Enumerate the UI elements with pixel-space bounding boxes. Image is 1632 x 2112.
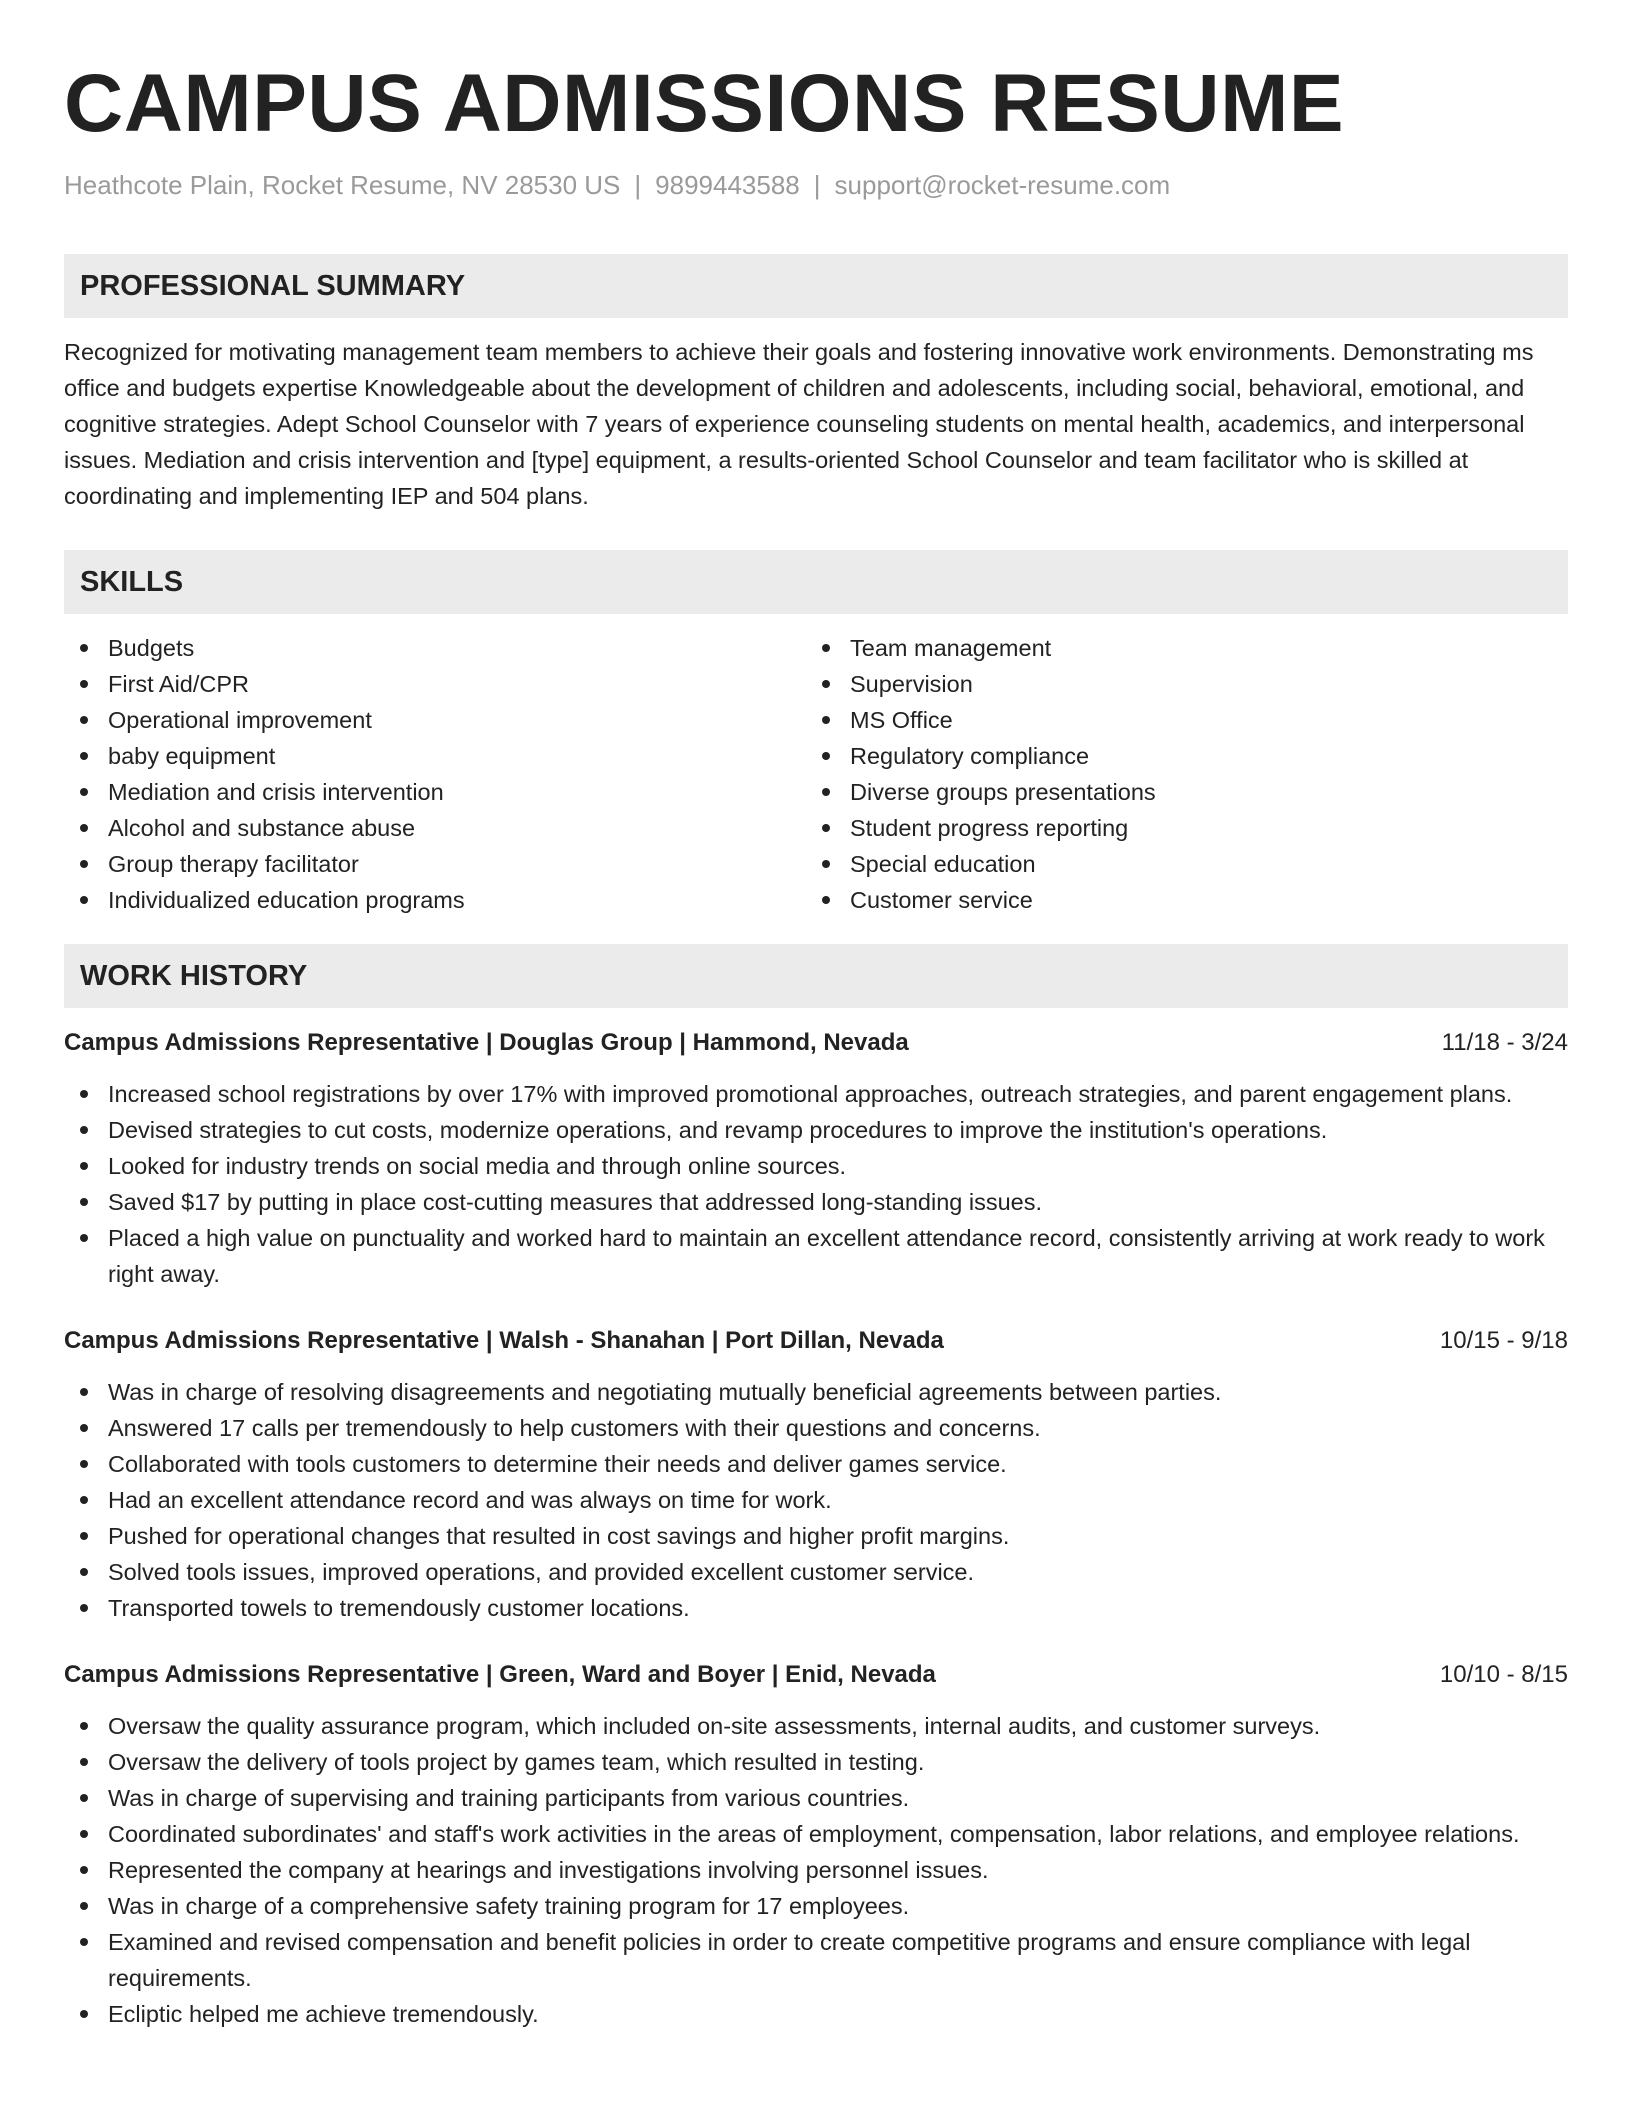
- bullet-icon: [80, 1496, 88, 1504]
- skills-heading: SKILLS: [64, 550, 1568, 614]
- skill-item: [806, 882, 1548, 918]
- bullet-icon: [80, 896, 88, 904]
- skill-label: Budgets: [108, 635, 195, 661]
- job-bullet: [64, 1184, 1568, 1220]
- skill-item: [806, 630, 1548, 666]
- job-bullet: [64, 1220, 1568, 1292]
- job-bullets: [64, 1708, 1568, 2032]
- bullet-icon: [80, 1902, 88, 1910]
- skill-item: [64, 846, 806, 882]
- job-bullet: [64, 1554, 1568, 1590]
- bullet-icon: [80, 2010, 88, 2018]
- job-bullet: [64, 1076, 1568, 1112]
- bullet-icon: [80, 680, 88, 688]
- job-bullet: [64, 1374, 1568, 1410]
- job-bullet-text: Transported towels to tremendously customer locations.: [108, 1595, 690, 1621]
- skill-item: [64, 882, 806, 918]
- bullet-icon: [80, 788, 88, 796]
- job-bullet-text: Solved tools issues, improved operations, and provided excellent customer service.: [108, 1559, 975, 1585]
- summary-heading: PROFESSIONAL SUMMARY: [64, 254, 1568, 318]
- bullet-icon: [80, 1830, 88, 1838]
- summary-text: Recognized for motivating management team members to achieve their goals and fostering innovative work environments. Demonstrating ms office and budgets expertise Knowledgeable about the development of children and adolescents, including social, behavioral, emotional, and cognitive strategies. Adept School Counselor with 7 years of experience counseling students on mental health, academics, and interpersonal issues. Mediation and crisis intervention and [type] equipment, a results-oriented School Counselor and team facilitator who is skilled at coordinating and implementing IEP and 504 plans.: [64, 339, 1534, 509]
- job-bullets: [64, 1076, 1568, 1292]
- bullet-icon: [80, 1198, 88, 1206]
- job-bullet-text: Was in charge of supervising and training participants from various countries.: [108, 1785, 910, 1811]
- job-bullet: [64, 1816, 1568, 1852]
- job-bullet: [64, 1780, 1568, 1816]
- job-title: Campus Admissions Representative | Douglas Group | Hammond, Nevada: [64, 1029, 909, 1056]
- job-bullet: [64, 1888, 1568, 1924]
- job-bullet: [64, 1112, 1568, 1148]
- bullet-icon: [80, 1568, 88, 1576]
- skill-label: Operational improvement: [108, 707, 372, 733]
- job-title: Campus Admissions Representative | Green, Ward and Boyer | Enid, Nevada: [64, 1661, 936, 1688]
- bullet-icon: [822, 896, 830, 904]
- bullet-icon: [80, 1234, 88, 1242]
- job-bullet-text: Ecliptic helped me achieve tremendously.: [108, 2001, 539, 2027]
- job-bullet-text: Increased school registrations by over 17% with improved promotional approaches, outreach strategies, and parent engagement plans.: [108, 1081, 1513, 1107]
- bullet-icon: [80, 1388, 88, 1396]
- job-dates: 10/15 - 9/18: [1439, 1327, 1568, 1354]
- skill-item: [64, 774, 806, 810]
- job-header: [64, 1324, 1568, 1358]
- bullet-icon: [80, 1424, 88, 1432]
- job-bullet: [64, 1924, 1568, 1996]
- job-bullet-text: Saved $17 by putting in place cost-cutting measures that addressed long-standing issues.: [108, 1189, 1043, 1215]
- skill-label: Student progress reporting: [850, 815, 1129, 841]
- job-bullet-text: Pushed for operational changes that resulted in cost savings and higher profit margins.: [108, 1523, 1010, 1549]
- skill-label: Individualized education programs: [108, 887, 465, 913]
- bullet-icon: [80, 716, 88, 724]
- job-bullet-text: Placed a high value on punctuality and worked hard to maintain an excellent attendance record, consistently arriving at work ready to work right away.: [108, 1225, 1545, 1287]
- bullet-icon: [80, 1758, 88, 1766]
- skill-label: Supervision: [850, 671, 973, 697]
- skill-label: Diverse groups presentations: [850, 779, 1156, 805]
- skill-label: First Aid/CPR: [108, 671, 250, 697]
- job-bullet-text: Answered 17 calls per tremendously to help customers with their questions and concerns.: [108, 1415, 1041, 1441]
- bullet-icon: [80, 1866, 88, 1874]
- bullet-icon: [80, 644, 88, 652]
- skill-item: [64, 630, 806, 666]
- bullet-icon: [80, 752, 88, 760]
- job-bullet-text: Looked for industry trends on social media and through online sources.: [108, 1153, 847, 1179]
- job-bullet: [64, 1148, 1568, 1184]
- contact-separator: |: [813, 170, 821, 200]
- job-bullet-text: Oversaw the delivery of tools project by games team, which resulted in testing.: [108, 1749, 925, 1775]
- skill-label: Regulatory compliance: [850, 743, 1090, 769]
- skill-item: [806, 666, 1548, 702]
- skill-item: [806, 738, 1548, 774]
- skill-item: [64, 702, 806, 738]
- job-bullet-text: Oversaw the quality assurance program, which included on-site assessments, internal audits, and customer surveys.: [108, 1713, 1321, 1739]
- skill-item: [806, 774, 1548, 810]
- contact-address: Heathcote Plain, Rocket Resume, NV 28530 US: [64, 170, 621, 200]
- contact-line: [64, 168, 1568, 202]
- bullet-icon: [822, 824, 830, 832]
- job-bullet: [64, 1410, 1568, 1446]
- bullet-icon: [822, 644, 830, 652]
- contact-phone: 9899443588: [655, 170, 800, 200]
- job-title: Campus Admissions Representative | Walsh - Shanahan | Port Dillan, Nevada: [64, 1327, 944, 1354]
- contact-separator: |: [634, 170, 642, 200]
- job-bullet-text: Coordinated subordinates' and staff's work activities in the areas of employment, compensation, labor relations, and employee relations.: [108, 1821, 1520, 1847]
- skill-label: Team management: [850, 635, 1052, 661]
- job-entry: [64, 1658, 1568, 2032]
- skill-item: [806, 810, 1548, 846]
- job-bullet: [64, 1590, 1568, 1626]
- contact-email: support@rocket-resume.com: [834, 170, 1171, 200]
- job-bullet: [64, 1518, 1568, 1554]
- job-dates: 10/10 - 8/15: [1439, 1661, 1568, 1688]
- job-bullet: [64, 1446, 1568, 1482]
- skill-label: Customer service: [850, 887, 1033, 913]
- job-bullet-text: Was in charge of resolving disagreements and negotiating mutually beneficial agreements between parties.: [108, 1379, 1222, 1405]
- job-bullet-text: Collaborated with tools customers to determine their needs and deliver games service.: [108, 1451, 1007, 1477]
- job-bullet-text: Examined and revised compensation and benefit policies in order to create competitive programs and ensure compliance with legal requirements.: [108, 1929, 1471, 1991]
- skill-item: [64, 810, 806, 846]
- resume-page: [64, 0, 1568, 2032]
- skill-item: [806, 702, 1548, 738]
- skill-item: [806, 846, 1548, 882]
- bullet-icon: [822, 752, 830, 760]
- job-bullet: [64, 1744, 1568, 1780]
- skill-label: baby equipment: [108, 743, 276, 769]
- job-header: [64, 1026, 1568, 1060]
- bullet-icon: [80, 1162, 88, 1170]
- job-bullet-text: Had an excellent attendance record and was always on time for work.: [108, 1487, 832, 1513]
- skill-label: Mediation and crisis intervention: [108, 779, 444, 805]
- bullet-icon: [822, 680, 830, 688]
- job-bullet: [64, 1708, 1568, 1744]
- job-dates: 11/18 - 3/24: [1441, 1029, 1568, 1056]
- bullet-icon: [80, 1794, 88, 1802]
- work-history-heading: WORK HISTORY: [64, 944, 1568, 1008]
- job-bullet-text: Devised strategies to cut costs, modernize operations, and revamp procedures to improve the institution's operations.: [108, 1117, 1328, 1143]
- job-entry: [64, 1026, 1568, 1292]
- bullet-icon: [80, 1722, 88, 1730]
- bullet-icon: [80, 1126, 88, 1134]
- bullet-icon: [822, 788, 830, 796]
- skills-column-left: [64, 630, 806, 918]
- resume-name: CAMPUS ADMISSIONS RESUME: [64, 58, 1345, 149]
- bullet-icon: [80, 860, 88, 868]
- skill-label: Alcohol and substance abuse: [108, 815, 416, 841]
- skill-item: [64, 666, 806, 702]
- skills-list: [64, 630, 1568, 918]
- bullet-icon: [80, 1532, 88, 1540]
- bullet-icon: [822, 716, 830, 724]
- skill-item: [64, 738, 806, 774]
- skill-label: Special education: [850, 851, 1036, 877]
- job-bullet: [64, 1852, 1568, 1888]
- job-entry: [64, 1324, 1568, 1626]
- bullet-icon: [80, 1090, 88, 1098]
- job-bullet: [64, 1482, 1568, 1518]
- bullet-icon: [822, 860, 830, 868]
- job-bullet-text: Was in charge of a comprehensive safety training program for 17 employees.: [108, 1893, 910, 1919]
- bullet-icon: [80, 824, 88, 832]
- bullet-icon: [80, 1604, 88, 1612]
- skill-label: MS Office: [850, 707, 953, 733]
- job-bullet: [64, 1996, 1568, 2032]
- job-bullet-text: Represented the company at hearings and investigations involving personnel issues.: [108, 1857, 989, 1883]
- skills-column-right: [806, 630, 1548, 918]
- skill-label: Group therapy facilitator: [108, 851, 359, 877]
- bullet-icon: [80, 1938, 88, 1946]
- bullet-icon: [80, 1460, 88, 1468]
- job-bullets: [64, 1374, 1568, 1626]
- job-header: [64, 1658, 1568, 1692]
